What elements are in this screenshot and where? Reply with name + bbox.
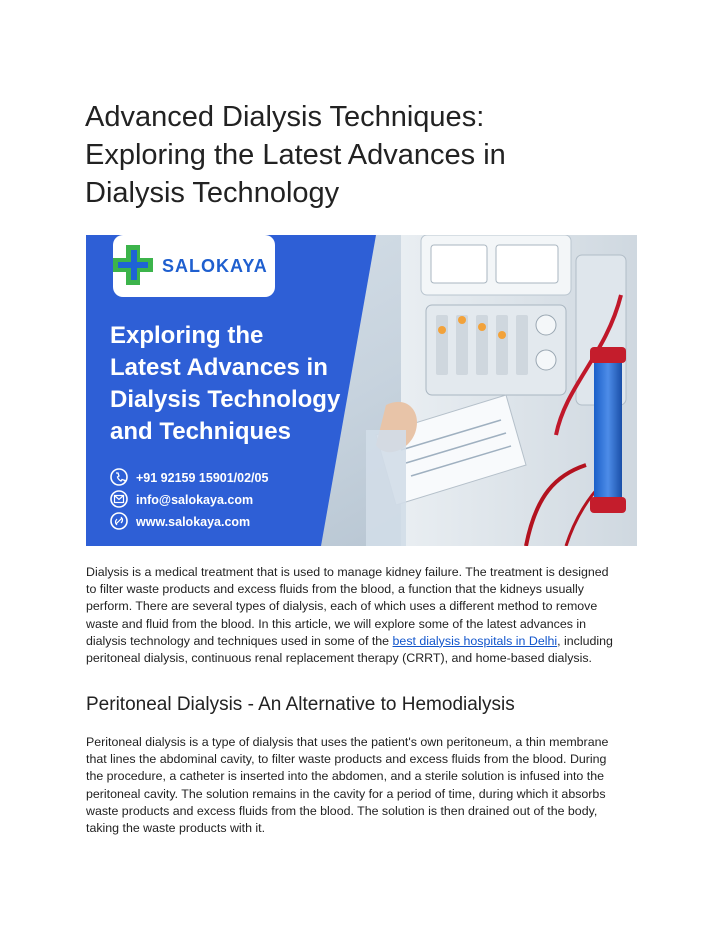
contact-phone: +91 92159 15901/02/05	[136, 471, 269, 485]
text-line: taking the waste products with it.	[86, 821, 266, 836]
title-line: Exploring the Latest Advances in	[85, 139, 506, 171]
text-line: that lines the abdominal cavity, to filter waste products and excess fluids from the blood. During	[86, 752, 607, 767]
section-heading: Peritoneal Dialysis - An Alternative to Hemodialysis	[86, 694, 515, 715]
article-banner-image	[86, 235, 637, 546]
contact-website: www.salokaya.com	[136, 515, 251, 529]
banner-headline-line: Latest Advances in	[110, 354, 328, 381]
contact-email: info@salokaya.com	[136, 493, 254, 507]
text-line: perform. There are several types of dialysis, each of which uses a different method to remove	[86, 599, 598, 614]
text-line: peritoneal dialysis, continuous renal replacement therapy (CRRT), and home-based dialysis.	[86, 651, 592, 666]
title-line: Advanced Dialysis Techniques:	[85, 101, 485, 133]
text-line: to filter waste products and excess fluids from the blood, a function that the kidneys usually	[86, 582, 584, 597]
text-line: peritoneal cavity. The solution remains in the cavity for a period of time, during which it absorbs	[86, 786, 606, 801]
page-title	[85, 98, 645, 212]
title-line: Dialysis Technology	[85, 177, 340, 209]
dialyzer-filter	[594, 355, 622, 505]
intro-paragraph	[86, 564, 638, 667]
text-segment: dialysis technology and techniques used in some of the	[86, 633, 393, 648]
logo-text: SALOKAYA	[162, 256, 268, 276]
text-line	[86, 633, 638, 650]
banner-headline-line: Dialysis Technology	[110, 386, 341, 413]
text-line: waste products and excess fluids from the blood. The solution is then drained out of the body,	[86, 803, 598, 818]
banner-headline-line: and Techniques	[110, 418, 291, 445]
text-line: waste and fluid from the blood. In this article, we will explore some of the latest advances in	[86, 616, 587, 631]
text-line: Peritoneal dialysis is a type of dialysis that uses the patient's own peritoneum, a thin membrane	[86, 735, 609, 749]
section-paragraph	[86, 734, 638, 837]
text-segment: , including	[557, 633, 613, 648]
text-line: the procedure, a catheter is inserted into the abdomen, and a sterile solution is infused into the	[86, 769, 604, 784]
dialysis-hospitals-link[interactable]: best dialysis hospitals in Delhi	[392, 633, 558, 648]
text-line: Dialysis is a medical treatment that is used to manage kidney failure. The treatment is designed	[86, 565, 609, 579]
banner-headline-line: Exploring the	[110, 322, 264, 349]
